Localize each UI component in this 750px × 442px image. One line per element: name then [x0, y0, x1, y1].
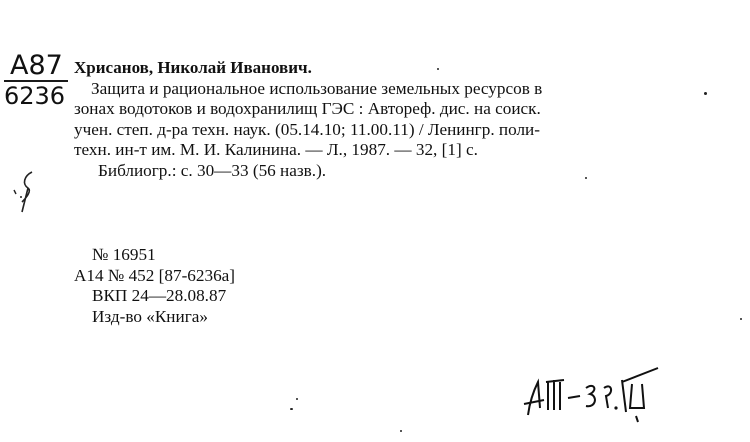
bibliographic-entry	[74, 58, 694, 181]
title-line-1: Защита и рациональное использование земельных ресурсов в	[91, 78, 543, 98]
title-line-3: учен. степ. д-ра техн. наук. (05.14.10; 11.00.11) / Ленингр. поли-	[74, 119, 540, 139]
title-line-2: зонах водотоков и водохранилищ ГЭС : Автореф. дис. на соиск.	[74, 99, 541, 118]
shelfmark	[4, 52, 74, 110]
publisher-line: Изд-во «Книга»	[92, 306, 208, 326]
author-heading: Хрисанов, Николай Иванович.	[74, 58, 312, 77]
shelfmark-bottom: 6236	[4, 82, 66, 110]
title-line-4: техн. ин-т им. М. И. Калинина. — Л., 1987. — 32, [1] с.	[74, 140, 478, 159]
bibliography-note: Библиогр.: с. 30—33 (56 назв.).	[98, 160, 327, 180]
vkp-line: ВКП 24—28.08.87	[92, 286, 227, 305]
record-code: А14 № 452 [87-6236а]	[74, 265, 236, 285]
record-number: № 16951	[92, 245, 156, 264]
handwritten-signature-icon	[518, 360, 678, 430]
record-stats	[74, 245, 235, 327]
pencil-mark-icon	[10, 168, 42, 214]
shelfmark-top: A87	[4, 52, 68, 82]
